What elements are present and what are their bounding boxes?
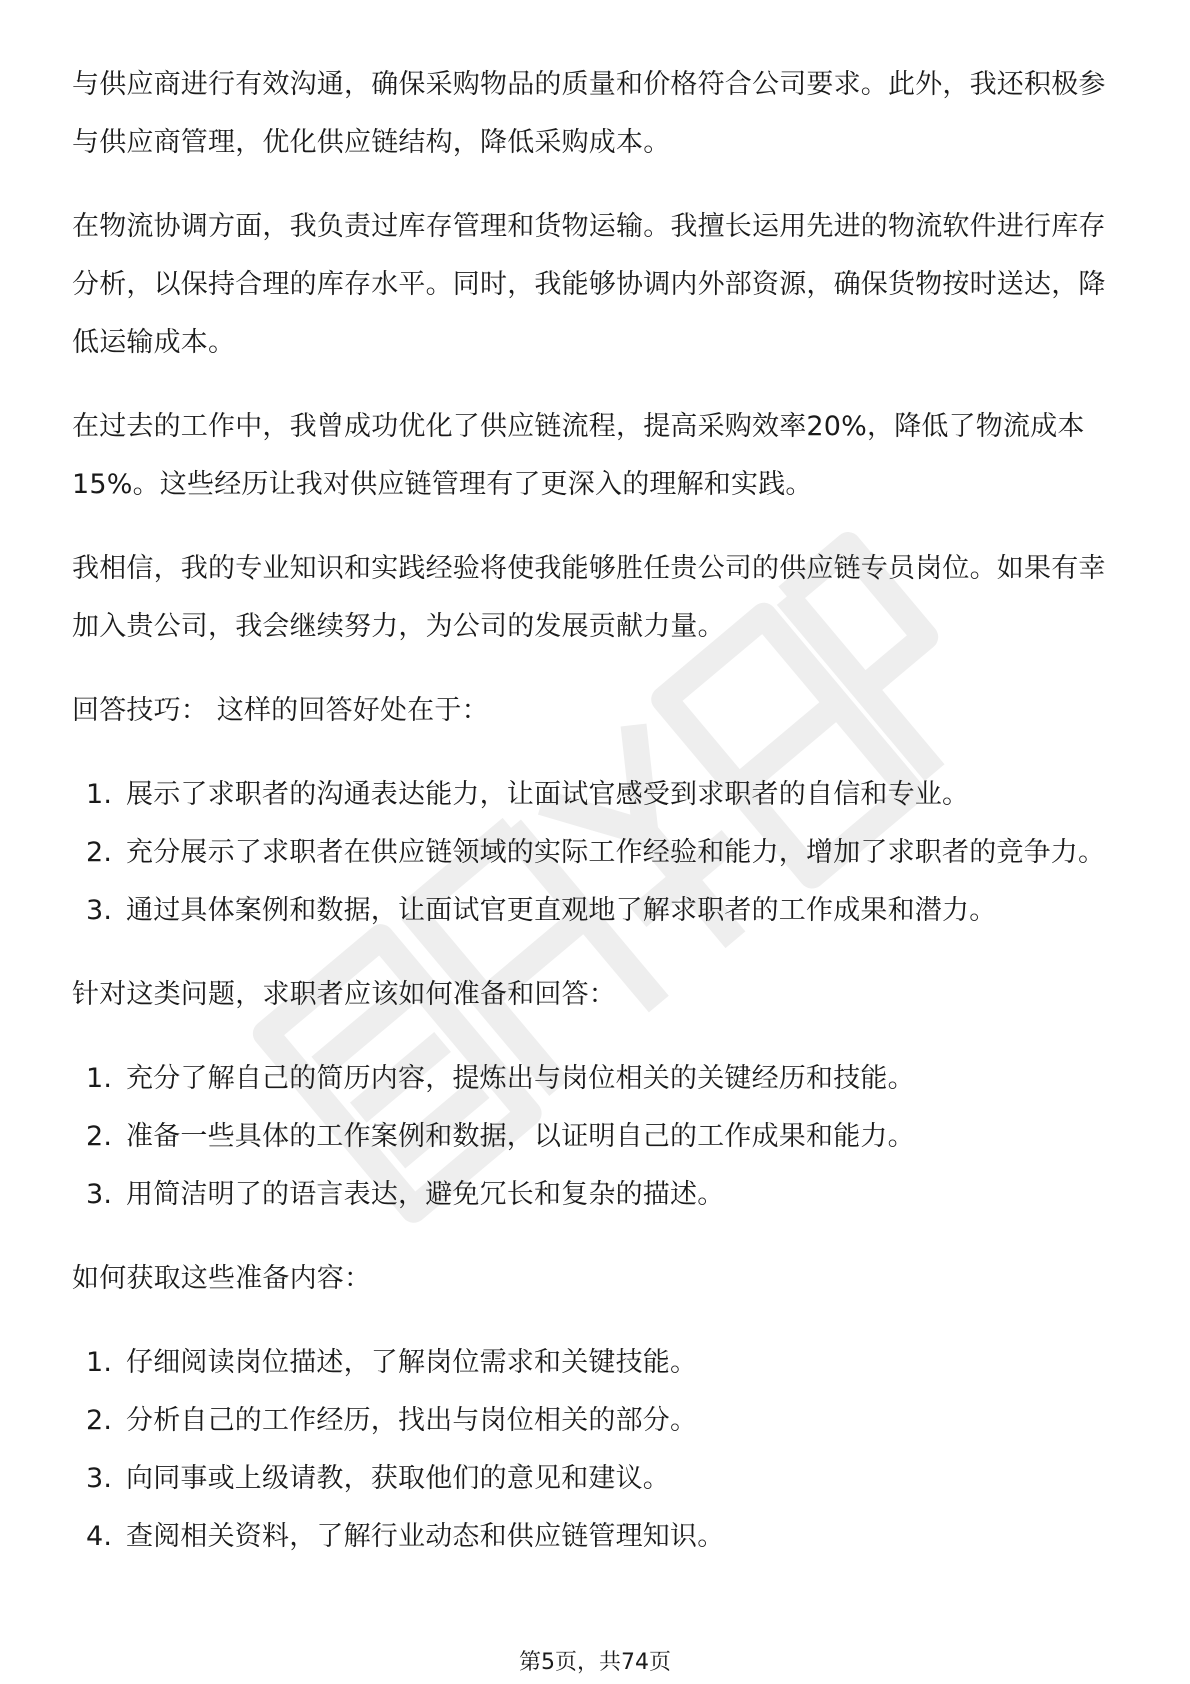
paragraph-closing: 我相信，我的专业知识和实践经验将使我能够胜任贵公司的供应链专员岗位。如果有幸加入贵公司，我会继续努力，为公司的发展贡献力量。: [72, 553, 1106, 642]
page-number: 第5页，共74页: [519, 1650, 671, 1675]
obtain-heading: 如何获取这些准备内容：: [72, 1263, 372, 1294]
list-number: 3.: [86, 1463, 113, 1494]
list-number: 4.: [86, 1521, 113, 1552]
document-body: [72, 56, 1122, 1592]
list-item: [72, 1334, 1122, 1392]
list-number: 3.: [86, 1179, 113, 1210]
prepare-heading: 针对这类问题，求职者应该如何准备和回答：: [72, 979, 616, 1010]
list-number: 1.: [86, 1063, 113, 1094]
list-text: 用简洁明了的语言表达，避免冗长和复杂的描述。: [126, 1179, 725, 1210]
list-text: 充分了解自己的简历内容，提炼出与岗位相关的关键经历和技能。: [126, 1063, 915, 1094]
list-number: 2.: [86, 1405, 113, 1436]
list-text: 准备一些具体的工作案例和数据，以证明自己的工作成果和能力。: [126, 1121, 915, 1152]
list-number: 2.: [86, 837, 113, 868]
list-number: 1.: [86, 779, 113, 810]
list-text: 充分展示了求职者在供应链领域的实际工作经验和能力，增加了求职者的竞争力。: [126, 837, 1106, 868]
tips-list: [72, 766, 1122, 940]
list-number: 3.: [86, 895, 113, 926]
paragraph-achievements: 在过去的工作中，我曾成功优化了供应链流程，提高采购效率20%，降低了物流成本15%。这些经历让我对供应链管理有了更深入的理解和实践。: [72, 411, 1085, 500]
list-item: [72, 766, 1122, 824]
list-text: 通过具体案例和数据，让面试官更直观地了解求职者的工作成果和潜力。: [126, 895, 997, 926]
obtain-list: [72, 1334, 1122, 1566]
list-text: 展示了求职者的沟通表达能力，让面试官感受到求职者的自信和专业。: [126, 779, 970, 810]
list-item: [72, 1050, 1122, 1108]
prepare-list: [72, 1050, 1122, 1224]
list-item: [72, 1392, 1122, 1450]
list-item: [72, 1508, 1122, 1566]
paragraph-logistics: 在物流协调方面，我负责过库存管理和货物运输。我擅长运用先进的物流软件进行库存分析，以保持合理的库存水平。同时，我能够协调内外部资源，确保货物按时送达，降低运输成本。: [72, 211, 1106, 358]
list-text: 仔细阅读岗位描述，了解岗位需求和关键技能。: [126, 1347, 698, 1378]
list-number: 2.: [86, 1121, 113, 1152]
list-item: [72, 1450, 1122, 1508]
list-text: 向同事或上级请教，获取他们的意见和建议。: [126, 1463, 670, 1494]
paragraph-supplier: 与供应商进行有效沟通，确保采购物品的质量和价格符合公司要求。此外，我还积极参与供应商管理，优化供应链结构，降低采购成本。: [72, 69, 1106, 158]
list-item: [72, 1108, 1122, 1166]
list-text: 分析自己的工作经历，找出与岗位相关的部分。: [126, 1405, 698, 1436]
list-item: [72, 882, 1122, 940]
tips-heading: 回答技巧： 这样的回答好处在于：: [72, 695, 489, 726]
list-item: [72, 824, 1122, 882]
list-text: 查阅相关资料，了解行业动态和供应链管理知识。: [126, 1521, 725, 1552]
list-number: 1.: [86, 1347, 113, 1378]
list-item: [72, 1166, 1122, 1224]
